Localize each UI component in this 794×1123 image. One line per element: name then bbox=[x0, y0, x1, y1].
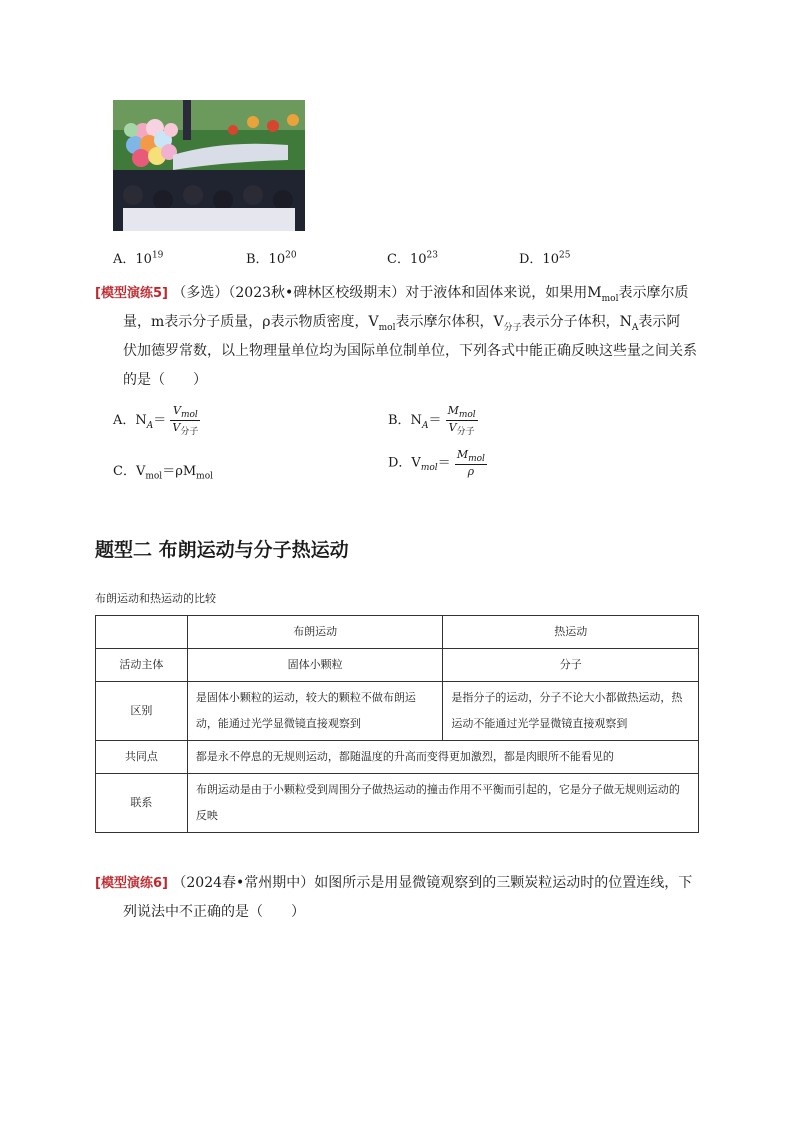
table-cell: 布朗运动是由于小颗粒受到周围分子做热运动的撞击作用不平衡而引起的，它是分子做无规则运动的反映 bbox=[187, 774, 698, 833]
table-header-cell bbox=[96, 616, 188, 649]
question-5 bbox=[95, 280, 705, 400]
q5-option-b-fraction: $\frac{M_{mol}}{V_{分子}}$ bbox=[447, 404, 476, 438]
option-b: B．$10^{20}$ bbox=[246, 250, 297, 267]
table-caption: 布朗运动和热运动的比较 bbox=[95, 592, 216, 605]
prev-question-options bbox=[113, 248, 713, 268]
table-cell: 分子 bbox=[443, 649, 699, 682]
q6-tag: [模型演练6] bbox=[95, 876, 168, 891]
table-row bbox=[96, 649, 699, 682]
table-row bbox=[96, 741, 699, 774]
q5-option-d-fraction: $\frac{M_{mol}}{\rho}$ bbox=[456, 448, 485, 479]
option-c: C．$10^{23}$ bbox=[387, 250, 438, 267]
table-cell: 共同点 bbox=[96, 741, 188, 774]
option-d: D．$10^{25}$ bbox=[519, 250, 571, 267]
q5-line-3: 伏加德罗常数，以上物理量单位均为国际单位制单位，下列各式中能正确反映这些量之间关系 bbox=[123, 343, 697, 359]
q5-line-4: 的是（ ） bbox=[123, 372, 207, 388]
table-cell: 是固体小颗粒的运动，较大的颗粒不做布朗运动，能通过光学显微镜直接观察到 bbox=[187, 682, 443, 741]
question-6 bbox=[95, 870, 705, 930]
table-cell: 固体小颗粒 bbox=[187, 649, 443, 682]
q5-line-2: 量，m表示分子质量，ρ表示物质密度，$V_{mol}$表示摩尔体积，$V_{分子}$表示分子体积，$N_A$表示阿 bbox=[123, 314, 681, 333]
q6-line-1: [模型演练6] （2024春•常州期中）如图所示是用显微镜观察到的三颗炭粒运动时的位置连线，下 bbox=[95, 875, 693, 891]
table-cell: 区别 bbox=[96, 682, 188, 741]
table-row bbox=[96, 682, 699, 741]
q6-line-2: 列说法中不正确的是（ ） bbox=[123, 904, 305, 920]
q5-tag: [模型演练5] bbox=[95, 286, 168, 301]
q5-line-1: [模型演练5] （多选）（2023秋•碑林区校级期末）对于液体和固体来说，如果用$M_{mol}$表示摩尔质 bbox=[95, 285, 689, 304]
balloon-photo bbox=[113, 100, 305, 231]
table-cell: 活动主体 bbox=[96, 649, 188, 682]
table-header-cell: 热运动 bbox=[443, 616, 699, 649]
table-header-row bbox=[96, 616, 699, 649]
table-cell: 都是永不停息的无规则运动，都随温度的升高而变得更加激烈，都是肉眼所不能看见的 bbox=[187, 741, 698, 774]
q5-option-a-fraction: $\frac{V_{mol}}{V_{分子}}$ bbox=[172, 404, 199, 438]
table-cell: 是指分子的运动，分子不论大小都做热运动，热运动不能通过光学显微镜直接观察到 bbox=[443, 682, 699, 741]
q5-option-d: D．$V_{mol}=$ $\frac{M_{mol}}{\rho}$ bbox=[388, 448, 485, 479]
comparison-table bbox=[95, 615, 699, 833]
q5-option-c: C．$V_{mol}=\rho M_{mol}$ bbox=[113, 464, 213, 482]
table-cell: 联系 bbox=[96, 774, 188, 833]
table-row bbox=[96, 774, 699, 833]
q5-option-a: A．$N_A=$ $\frac{V_{mol}}{V_{分子}}$ bbox=[113, 404, 199, 438]
q5-option-b: B．$N_A=$ $\frac{M_{mol}}{V_{分子}}$ bbox=[388, 404, 476, 438]
table-header-cell: 布朗运动 bbox=[187, 616, 443, 649]
option-a: A．$10^{19}$ bbox=[113, 250, 164, 267]
section-2-title: 题型二 布朗运动与分子热运动 bbox=[95, 539, 349, 561]
